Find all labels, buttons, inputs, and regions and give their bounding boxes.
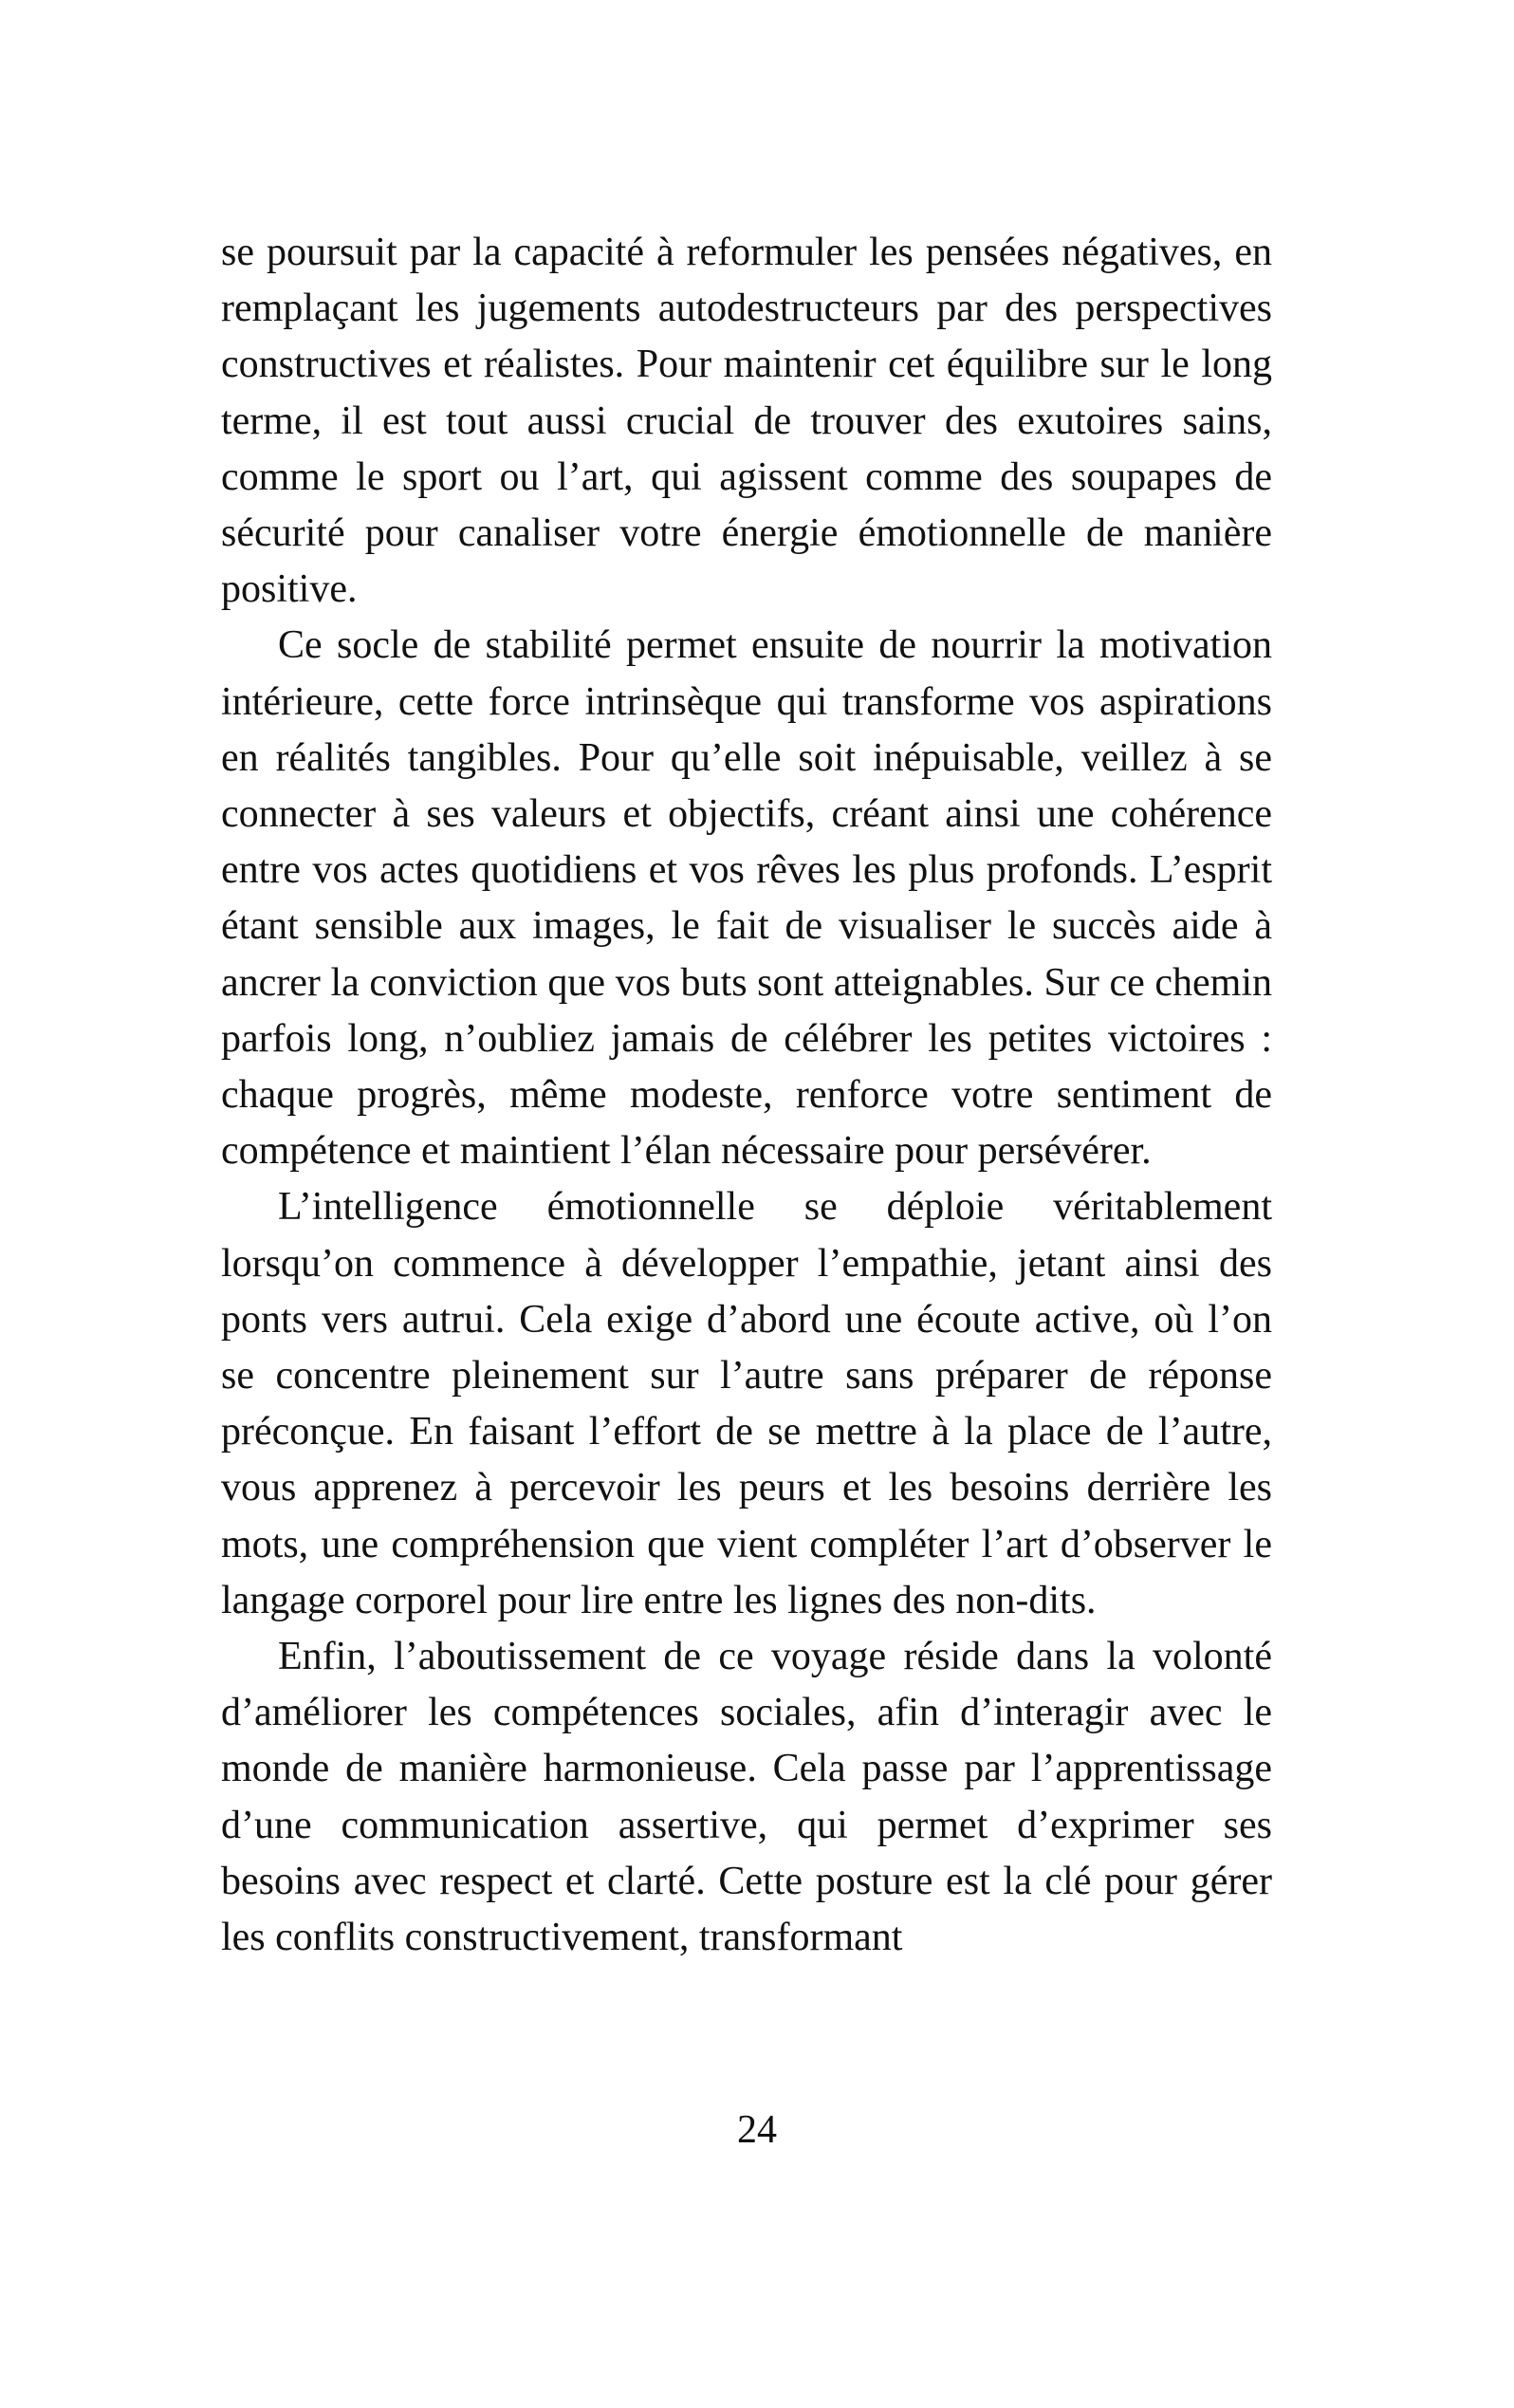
paragraph-3: L’intelligence émotionnelle se déploie véritablement lorsqu’on commence à développer l’empathie, jetant ainsi des ponts vers autrui. Cela exige d’abord une écoute active, où l’on se concentre pleinement sur l’autre sans préparer de réponse préconçue. En faisant l’effort de se mettre à la place de l’autre, vous apprenez à percevoir les peurs et les besoins derrière les mots, une compréhension que vient compléter l’art d’observer le langage corporel pour lire entre les lignes des non-dits. xyxy=(221,1185,1272,1622)
page-number: 24 xyxy=(737,2108,777,2152)
paragraph-4: Enfin, l’aboutissement de ce voyage réside dans la volonté d’améliorer les compétences sociales, afin d’interagir avec le monde de manière harmonieuse. Cela passe par l’apprentissage d’une communication assertive, qui permet d’exprimer ses besoins avec respect et clarté. Cette posture est la clé pour gérer les conflits constructivement, transformant xyxy=(221,1635,1272,1960)
body-text xyxy=(221,225,1272,1966)
paragraph-2: Ce socle de stabilité permet ensuite de nourrir la motivation intérieure, cette force intrinsèque qui transforme vos aspirations en réalités tangibles. Pour qu’elle soit inépuisable, veillez à se connecter à ses valeurs et objectifs, créant ainsi une cohérence entre vos actes quotidiens et vos rêves les plus profonds. L’esprit étant sensible aux images, le fait de visualiser le succès aide à ancrer la conviction que vos buts sont atteignables. Sur ce chemin parfois long, n’oubliez jamais de célébrer les petites victoires : chaque progrès, même modeste, renforce votre sentiment de compétence et maintient l’élan nécessaire pour persévérer. xyxy=(221,623,1272,1174)
paragraph-1: se poursuit par la capacité à reformuler les pensées négatives, en remplaçant les jugements autodestructeurs par des perspectives constructives et réalistes. Pour maintenir cet équilibre sur le long terme, il est tout aussi crucial de trouver des exutoires sains, comme le sport ou l’art, qui agissent comme des soupapes de sécurité pour canaliser votre énergie émotionnelle de manière positive. xyxy=(221,231,1272,612)
